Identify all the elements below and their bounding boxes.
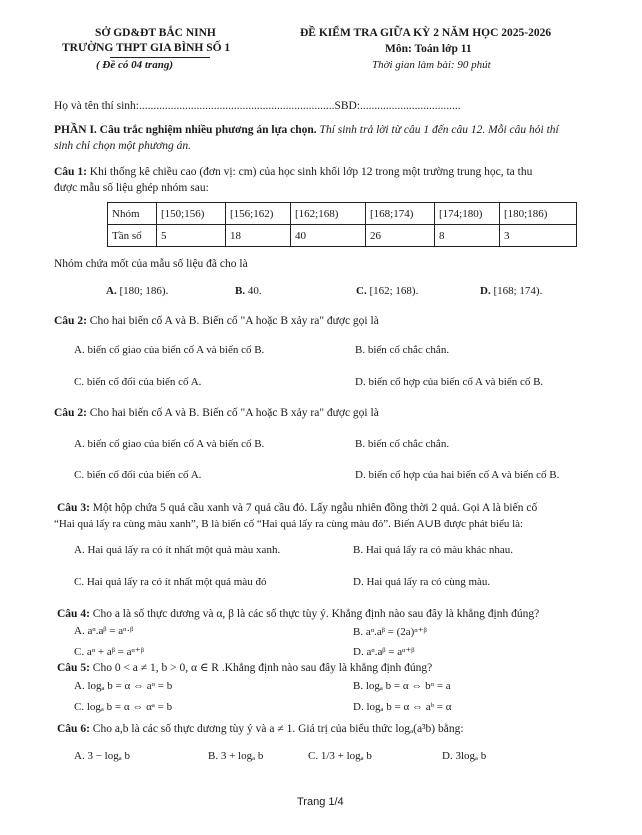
- table-cell: [168;174): [366, 203, 435, 225]
- q2a-label: Câu 2:: [54, 315, 87, 327]
- q2a-text: Câu 2: Cho hai biến cố A và B. Biến cố "A hoặc B xảy ra" được gọi là: [54, 315, 379, 327]
- table-cell: 40: [291, 225, 366, 247]
- table-cell: 5: [157, 225, 226, 247]
- table-row: [108, 225, 577, 247]
- part1-instruction-1: Thí sinh trả lời từ câu 1 đến câu 12. Mỗi câu hỏi thí: [316, 124, 559, 136]
- student-info-line: Họ và tên thí sinh:....................................................................SBD:...................................: [54, 100, 461, 112]
- q5-option-b[interactable]: B. logₐ b = α ⇔ bᵅ = a: [353, 680, 451, 692]
- q3-option-b[interactable]: B. Hai quả lấy ra có màu khác nhau.: [353, 544, 514, 556]
- q2b-text: Câu 2: Cho hai biến cố A và B. Biến cố "A hoặc B xảy ra" được gọi là: [54, 407, 379, 419]
- q2b-option-b[interactable]: B. biến cố chắc chắn.: [355, 438, 450, 450]
- q3-option-c[interactable]: C. Hai quả lấy ra có ít nhất một quả màu đỏ: [74, 576, 267, 588]
- school-underline: [110, 57, 210, 58]
- q3-option-d[interactable]: D. Hai quả lấy ra có cùng màu.: [353, 576, 491, 588]
- q2a-option-c[interactable]: C. biến cố đối của biến cố A.: [74, 376, 202, 388]
- q3-text-1: Câu 3: Một hộp chứa 5 quả cầu xanh và 7 quả cầu đỏ. Lấy ngẫu nhiên đồng thời 2 quả. Gọi A là biến cố: [57, 502, 538, 514]
- q1-option-a[interactable]: A. [180; 186).: [106, 285, 169, 297]
- q4-option-d[interactable]: D. aᵅ.aᵝ = aᵅ⁺ᵝ: [353, 646, 415, 658]
- frequency-table: [107, 202, 577, 247]
- q2a-option-b[interactable]: B. biến cố chắc chắn.: [355, 344, 450, 356]
- page-number: Trang 1/4: [297, 796, 344, 808]
- table-cell: 3: [500, 225, 577, 247]
- q5-label: Câu 5:: [57, 662, 90, 674]
- exam-title: ĐỀ KIỂM TRA GIỮA KỲ 2 NĂM HỌC 2025-2026: [300, 27, 552, 39]
- q3-option-a[interactable]: A. Hai quả lấy ra có ít nhất một quả màu xanh.: [74, 544, 281, 556]
- table-cell: [162;168): [291, 203, 366, 225]
- q4-option-c[interactable]: C. aᵅ + aᵝ = aᵅ⁺ᵝ: [74, 646, 144, 658]
- q1-label: Câu 1:: [54, 166, 87, 178]
- q6-option-a[interactable]: A. 3 − logₐ b: [74, 750, 130, 762]
- q5-text: Câu 5: Cho 0 < a ≠ 1, b > 0, α ∈ R .Khẳng định nào sau đây là khẳng định đúng?: [57, 662, 433, 674]
- q5-option-d[interactable]: D. logₐ b = α ⇔ aᵇ = α: [353, 701, 452, 713]
- q4-label: Câu 4:: [57, 608, 90, 620]
- q6-option-b[interactable]: B. 3 + logₐ b: [208, 750, 264, 762]
- q6-label: Câu 6:: [57, 723, 90, 735]
- q1-option-c[interactable]: C. [162; 168).: [356, 285, 419, 297]
- table-cell: 8: [435, 225, 500, 247]
- q2a-option-a[interactable]: A. biến cố giao của biến cố A và biến cố B.: [74, 344, 265, 356]
- table-cell: [174;180): [435, 203, 500, 225]
- duration: Thời gian làm bài: 90 phút: [372, 59, 491, 71]
- table-cell: [150;156): [157, 203, 226, 225]
- table-cell: 18: [226, 225, 291, 247]
- school-name: TRƯỜNG THPT GIA BÌNH SỐ 1: [62, 42, 231, 54]
- q3-label: Câu 3:: [57, 502, 90, 514]
- q6-option-d[interactable]: D. 3logₐ b: [442, 750, 487, 762]
- table-row: [108, 203, 577, 225]
- department-name: SỞ GD&ĐT BẮC NINH: [95, 27, 216, 39]
- q2b-option-a[interactable]: A. biến cố giao của biến cố A và biến cố B.: [74, 438, 265, 450]
- part1-instruction-2: sinh chỉ chọn một phương án.: [54, 140, 191, 152]
- q4-option-a[interactable]: A. aᵅ.aᵝ = aᵅ·ᵝ: [74, 625, 134, 637]
- table-cell: [156;162): [226, 203, 291, 225]
- q6-text: Câu 6: Cho a,b là các số thực dương tùy ý và a ≠ 1. Giá trị của biểu thức logₐ(a³b) bằng:: [57, 723, 464, 735]
- q2b-option-d[interactable]: D. biến cố hợp của hai biến cố A và biến cố B.: [355, 469, 560, 481]
- q3-text-2: “Hai quả lấy ra cùng màu xanh”, B là biến cố “Hai quả lấy ra cùng màu đỏ”. Biến A∪B được phát biểu là:: [54, 518, 524, 530]
- table-cell: Nhóm: [108, 203, 157, 225]
- q2b-label: Câu 2:: [54, 407, 87, 419]
- q1-option-d[interactable]: D. [168; 174).: [480, 285, 543, 297]
- part1-heading: PHẦN I. Câu trắc nghiệm nhiều phương án lựa chọn.: [54, 124, 317, 136]
- subject: Môn: Toán lớp 11: [385, 43, 472, 55]
- q4-text: Câu 4: Cho a là số thực dương và α, β là các số thực tùy ý. Khẳng định nào sau đây là khẳng định đúng?: [57, 608, 540, 620]
- q1-option-b[interactable]: B. 40.: [235, 285, 262, 297]
- q1-text-1: Câu 1: Khi thống kê chiều cao (đơn vị: cm) của học sinh khối lớp 12 trong một trường trung học, ta thu: [54, 166, 533, 178]
- q6-option-c[interactable]: C. 1/3 + logₐ b: [308, 750, 372, 762]
- q1-question: Nhóm chứa mốt của mẫu số liệu đã cho là: [54, 258, 248, 270]
- q1-text-2: được mẫu số liệu ghép nhóm sau:: [54, 182, 209, 194]
- q2b-option-c[interactable]: C. biến cố đối của biến cố A.: [74, 469, 202, 481]
- part1-line1: [54, 124, 559, 136]
- q2a-option-d[interactable]: D. biến cố hợp của biến cố A và biến cố B.: [355, 376, 544, 388]
- table-cell: 26: [366, 225, 435, 247]
- q5-option-a[interactable]: A. logₐ b = α ⇔ aᵅ = b: [74, 680, 173, 692]
- table-cell: [180;186): [500, 203, 577, 225]
- pages-note: ( Đề có 04 trang): [96, 59, 173, 71]
- table-cell: Tần số: [108, 225, 157, 247]
- q5-option-c[interactable]: C. logₐ b = α ⇔ αᵃ = b: [74, 701, 173, 713]
- q4-option-b[interactable]: B. aᵅ.aᵝ = (2a)ᵅ⁺ᵝ: [353, 626, 427, 638]
